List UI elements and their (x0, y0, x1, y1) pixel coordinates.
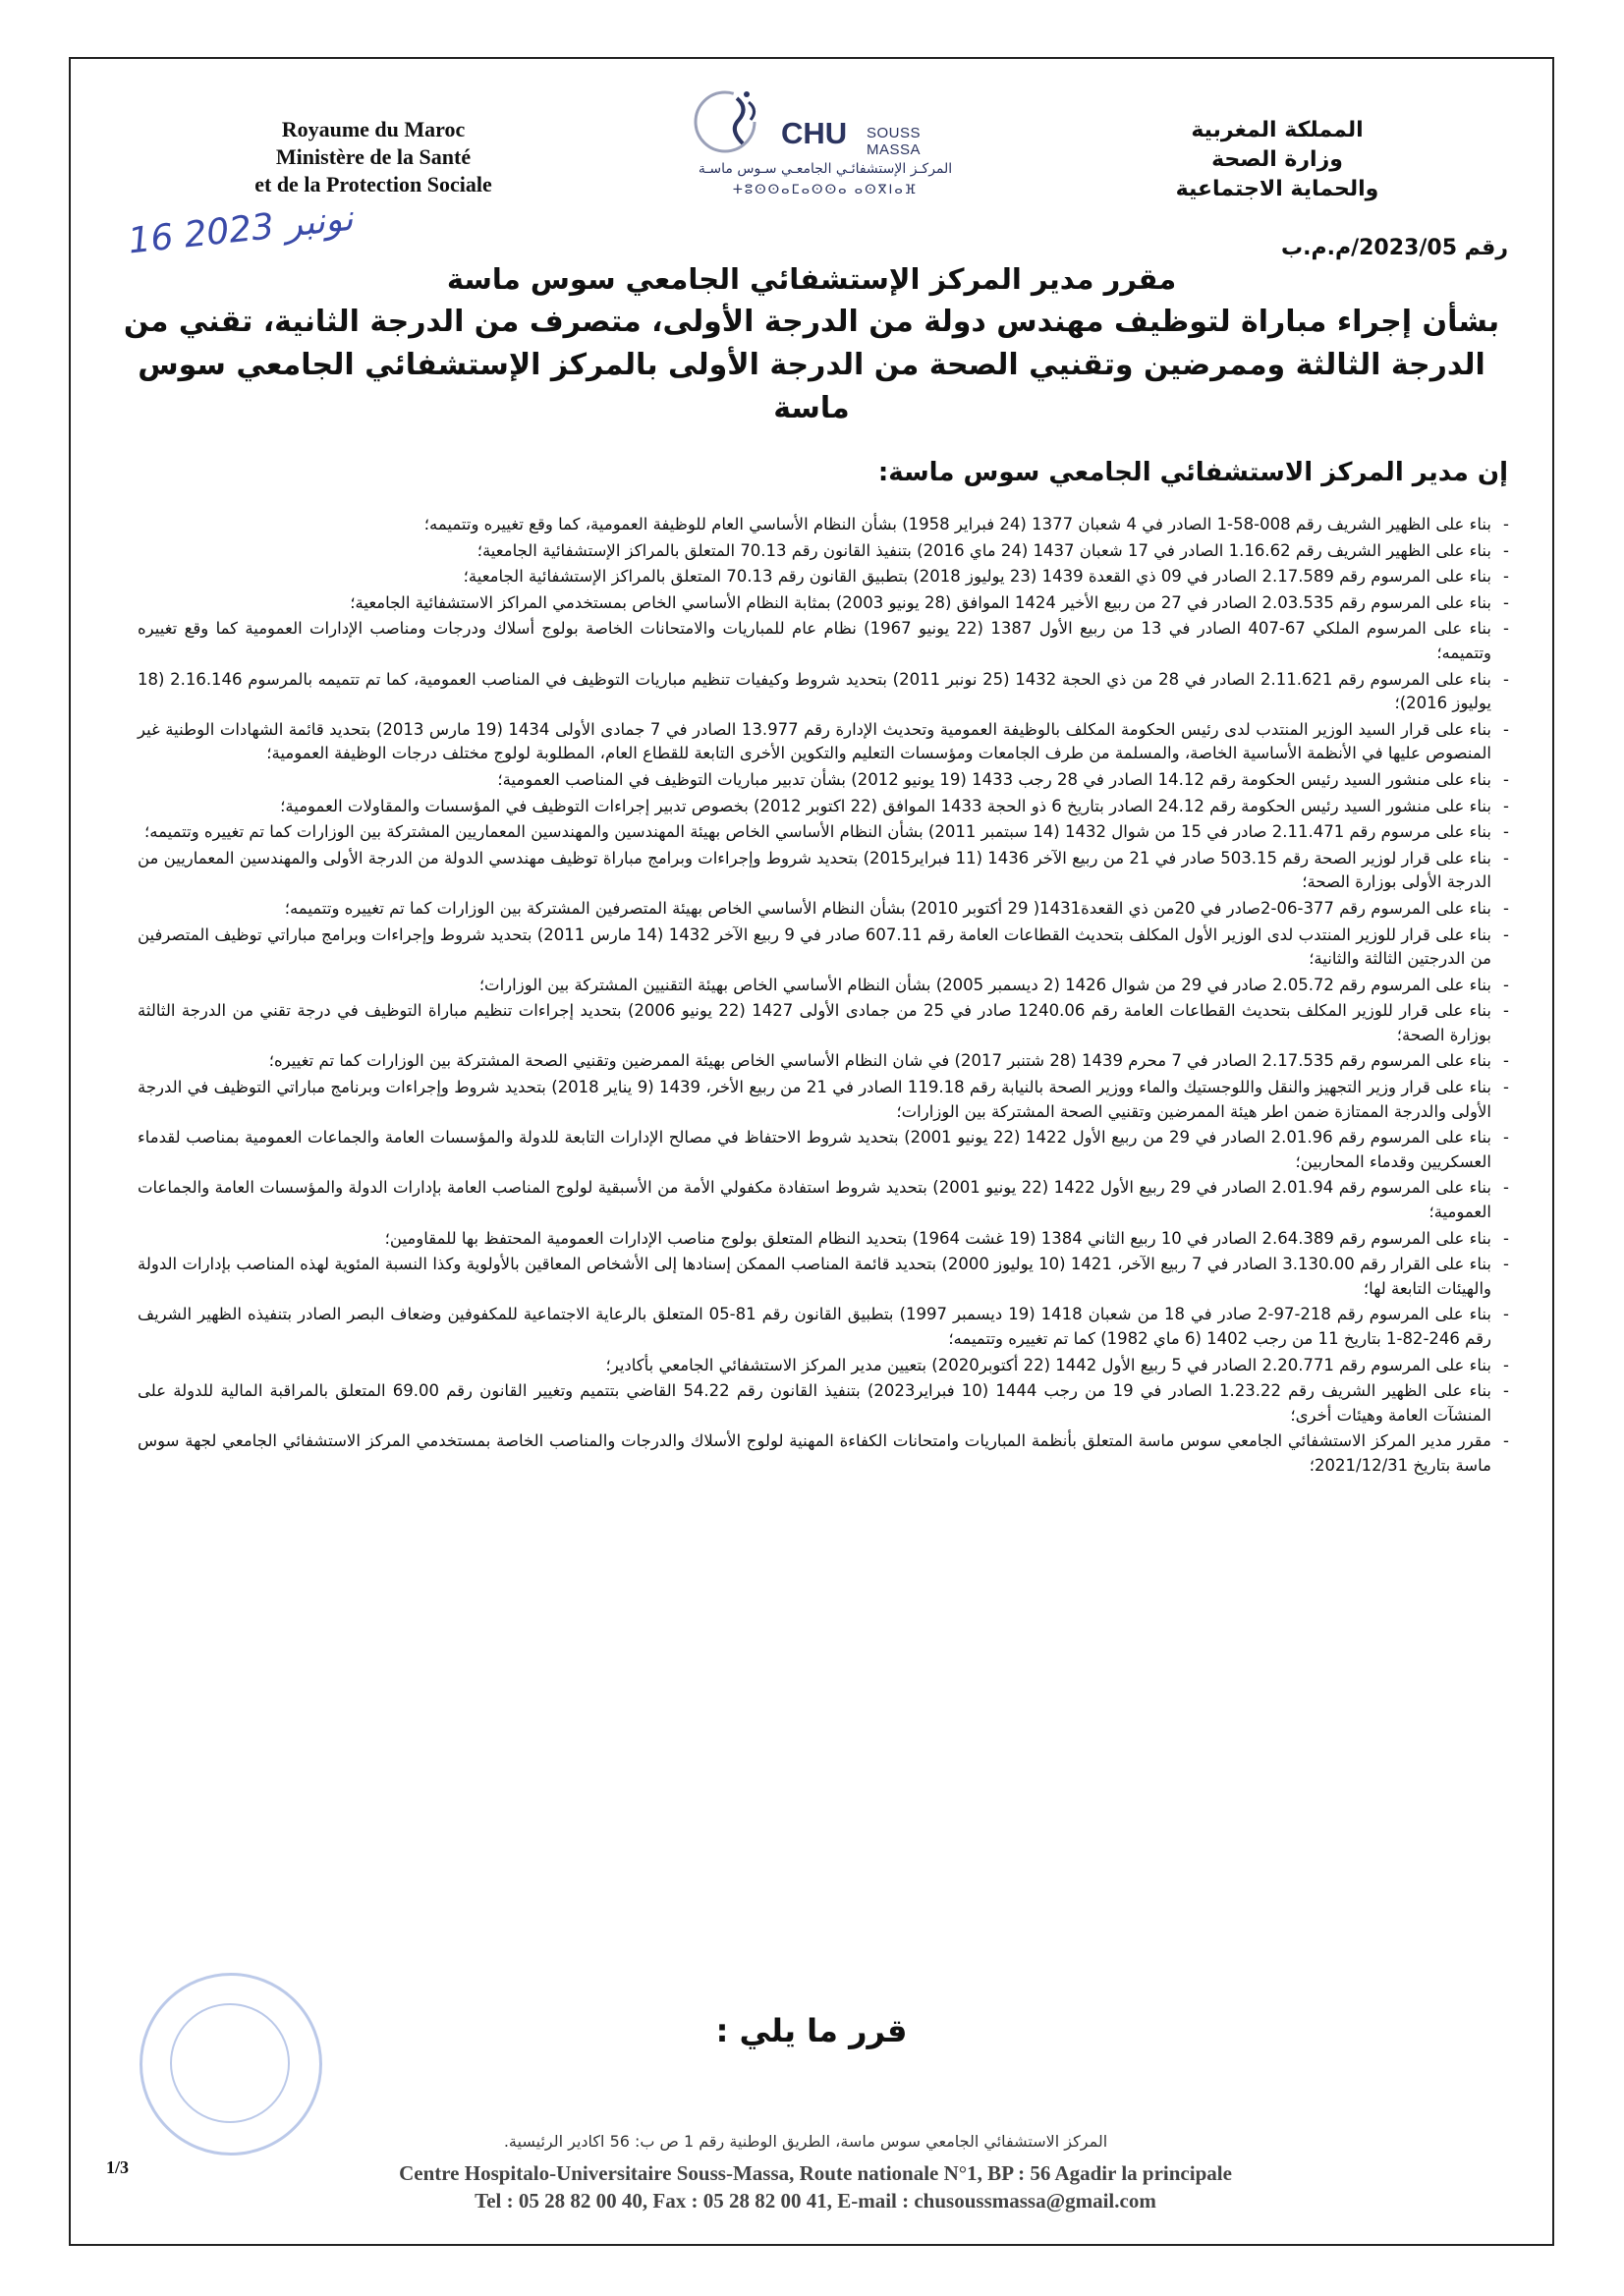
list-item: - بناء على المرسوم رقم 218-97-2 صادر في 18 من شعبان 1418 (19 ديسمبر 1997) بتطبيق القانون رقم 81-05 المتعلق بالرعاية الاجتماعية للمكفوفين وضعاف البصر الصادر بتنفيذه الظهير الشريف رقم 246-82-1 بتاريخ 11 من رجب 1402 (6 ماي 1982) كما تم تغييره وتتميمه؛ (138, 1303, 1513, 1351)
chu-emblem-icon (678, 81, 786, 169)
list-item: - بناء على المرسوم رقم 2.01.96 الصادر في 29 من ربيع الأول 1422 (22 يونيو 2001) بتحديد شروط الاحتفاظ في مصالح الإدارات التابعة للدولة والمؤسسات العامة والجماعات العمومية بمناصب لقدماء العسكريين وقدماء المحاربين؛ (138, 1126, 1513, 1174)
list-item: - بناء على مرسوم رقم 2.11.471 صادر في 15 من شوال 1432 (14 سبتمبر 2011) بشأن النظام الأساسي الخاص بهيئة المهندسين والمهندسين المعماريين المشتركة بين الوزارات كما تم تغييره وتتميمه؛ (138, 820, 1513, 845)
list-item: - بناء على المرسوم الملكي 67-407 الصادر في 13 من ربيع الأول 1387 (22 يونيو 1967) نظام عام للمباريات والامتحانات الخاصة بولوج أسلاك ودرجات ومناصب الإدارات العمومية كما وقع تغييره وتتميمه؛ (138, 617, 1513, 665)
footer-address-french (157, 2159, 1474, 2214)
logo-brand: CHU (781, 116, 848, 150)
list-item: - بناء على الظهير الشريف رقم 1.16.62 الصادر في 17 شعبان 1437 (24 ماي 2016) بتنفيذ القانون رقم 70.13 المتعلق بالمراكز الإستشفائية الجامعية؛ (138, 539, 1513, 564)
header-fr-line: et de la Protection Sociale (254, 172, 492, 196)
page-number: 1/3 (106, 2157, 130, 2177)
chu-logo (678, 81, 973, 198)
list-item: - مقرر مدير المركز الاستشفائي الجامعي سوس ماسة المتعلق بأنظمة المباريات وامتحانات الكفاءة المهنية لولوج الأسلاك والدرجات والمناصب الخاصة بمستخدمي المركز الاستشفائي الجامعي لجهة سوس ماسة بتاريخ 2021/12/31؛ (138, 1429, 1513, 1478)
list-item: - بناء على المرسوم رقم 377-06-2صادر في 20من ذي القعدة1431( 29 أكتوبر 2010) بشأن النظام الأساسي الخاص بهيئة المتصرفين المشتركة بين الوزارات كما تم تغييره وتتميمه؛ (138, 897, 1513, 922)
decision-heading: قرر ما يلي : (715, 2012, 908, 2049)
list-item: - بناء على المرسوم رقم 2.11.621 الصادر في 28 من ذي الحجة 1432 (25 نونبر 2011) بتحديد شروط وكيفيات تنظيم مباريات التوظيف في المناصب العمومية، كما تم تتميمه بالمرسوم 2.16.146 (18 يوليوز 2016)؛ (138, 668, 1513, 716)
official-stamp-icon (140, 1973, 322, 2156)
list-item: - بناء على المرسوم رقم 2.64.389 الصادر في 10 ربيع الثاني 1384 (19 غشت 1964) بتحديد النظام المتعلق بولوج مناصب الإدارات العمومية المحتفظ بها للمقاومين؛ (138, 1227, 1513, 1252)
list-item: - بناء على المرسوم رقم 2.17.535 الصادر في 7 محرم 1439 (28 شتنبر 2017) في شان النظام الأساسي الخاص بهيئة الممرضين وتقنيي الصحة المشتركة بين الوزارات كما تم تغييره؛ (138, 1049, 1513, 1074)
header-french (167, 116, 580, 198)
reference-number: رقم 2023/05/م.م.ب (1281, 236, 1508, 260)
footer-address-line: Centre Hospitalo-Universitaire Souss-Massa, Route nationale N°1, BP : 56 Agadir la principale (399, 2161, 1232, 2185)
list-item: - بناء على قرار للوزير المنتدب لدى الوزير الأول المكلف بتحديث القطاعات العامة رقم 607.11 صادر في 9 ربيع الآخر 1432 (14 مارس 2011) بتحديد شروط وإجراءات وبرامج مباراتي توظيف المتصرفين من الدرجتين الثالثة والثانية؛ (138, 924, 1513, 972)
legal-basis-list (138, 513, 1513, 1481)
list-item: - بناء على منشور السيد رئيس الحكومة رقم 24.12 الصادر بتاريخ 6 ذو الحجة 1433 الموافق (22 اكتوبر 2012) بخصوص تدبير إجراءات التوظيف في المؤسسات والمقاولات العمومية؛ (138, 795, 1513, 819)
list-item: - بناء على المرسوم رقم 2.05.72 صادر في 29 من شوال 1426 (2 ديسمبر 2005) بشأن النظام الأساسي الخاص بهيئة التقنيين المشتركة بين الوزارات؛ (138, 974, 1513, 998)
list-item: - بناء على قرار وزير التجهيز والنقل واللوجستيك والماء ووزير الصحة بالنيابة رقم 119.18 الصادر في 21 من ربيع الأخر، 1439 (9 يناير 2018) بتحديد شروط وإجراءات وبرنامج مباراتي التوظيف في الدرجة الأولى والدرجة الممتازة ضمن اطر هيئة الممرضين وتقنيي الصحة المشتركة بين الوزارات؛ (138, 1076, 1513, 1124)
header-ar-line: والحماية الاجتماعية (1175, 177, 1379, 201)
list-item: - بناء على المرسوم رقم 2.03.535 الصادر في 27 من ربيع الأخير 1424 الموافق (28 يونيو 2003) بمثابة النظام الأساسي الخاص بمستخدمي المراكز الاستشفائية الجامعية؛ (138, 591, 1513, 616)
header-fr-line: Ministère de la Santé (275, 144, 472, 169)
header-arabic (1130, 116, 1425, 204)
list-item: - بناء على منشور السيد رئيس الحكومة رقم 14.12 الصادر في 28 رجب 1433 (19 يونيو 2012) بشأن تدبير مباريات التوظيف في المناصب العمومية؛ (138, 768, 1513, 793)
footer-address-arabic: المركز الاستشفائي الجامعي سوس ماسة، الطريق الوطنية رقم 1 ص ب: 56 اكادير الرئيسية. (503, 2132, 1108, 2151)
handwritten-date: 16 نونبر 2023 (126, 197, 356, 262)
list-item: - بناء على الظهير الشريف رقم 1.23.22 الصادر في 19 من رجب 1444 (10 فبراير2023) بتنفيذ القانون رقم 54.22 القاضي بتتميم وتغيير القانون رقم 69.00 المتعلق بالمراقبة المالية للدولة على المنشآت العامة وهيئات أخرى؛ (138, 1379, 1513, 1428)
header-ar-line: وزارة الصحة (1211, 147, 1343, 172)
title-line: الدرجة الثالثة وممرضين وتقنيي الصحة من الدرجة الأولى بالمركز الإستشفائي الجامعي سوس ماسة (138, 348, 1485, 425)
intro-heading: إن مدير المركز الاستشفائي الجامعي سوس ماسة: (877, 458, 1508, 487)
list-item: - بناء على المرسوم رقم 2.20.771 الصادر في 5 ربيع الأول 1442 (22 أكتوبر2020) بتعيين مدير المركز الاستشفائي الجامعي بأكادير؛ (138, 1354, 1513, 1378)
title-line: مقرر مدير المركز الإستشفائي الجامعي سوس ماسة (446, 262, 1177, 296)
list-item: - بناء على قرار للوزير المكلف بتحديث القطاعات العامة رقم 1240.06 صادر في 25 من جمادى الأولى 1427 (22 يونيو 2006) بتحديد إجراءات تنظيم مباراة التوظيف في درجة تقني من الدرجة الثالثة بوزارة الصحة؛ (138, 999, 1513, 1047)
footer-contact-line: Tel : 05 28 82 00 40, Fax : 05 28 82 00 41, E-mail : chusoussmassa@gmail.com (475, 2189, 1156, 2212)
logo-brand-suffix: SOUSS MASSA (867, 125, 922, 158)
logo-subtitle-tifinagh: ⵜⵓⵙⵙⴰⵎⴰⵙⵙⴰ ⴰⵙⴳⵏⴰⴼ (732, 183, 919, 197)
list-item: - بناء على المرسوم رقم 2.01.94 الصادر في 29 ربيع الأول 1422 (22 يونيو 2001) بتحديد شروط استفادة مكفولي الأمة من الأسبقية لولوج المناصب العامة بإدارات الدولة والمؤسسات العامة والجماعات العمومية؛ (138, 1176, 1513, 1224)
document-title (98, 257, 1525, 430)
header-fr-line: Royaume du Maroc (281, 117, 466, 141)
logo-subtitle-arabic: المركـز الإستشفائـي الجامعـي سـوس ماسـة (698, 161, 953, 177)
title-line: بشأن إجراء مباراة لتوظيف مهندس دولة من الدرجة الأولى، متصرف من الدرجة الثانية، تقني من (123, 305, 1500, 339)
list-item: - بناء على المرسوم رقم 2.17.589 الصادر في 09 ذي القعدة 1439 (23 يوليوز 2018) بتطبيق القانون رقم 70.13 المتعلق بالمراكز الإستشفائية الجامعية؛ (138, 565, 1513, 589)
header-ar-line: المملكة المغربية (1191, 118, 1364, 142)
list-item: - بناء على قرار لوزير الصحة رقم 503.15 صادر في 21 من ربيع الآخر 1436 (11 فبراير2015) بتحديد شروط وإجراءات وبرامج مباراة توظيف مهندسي الدولة من الدرجة الأولى والمهندسين المعماريين من الدرجة الأولى بوزارة الصحة؛ (138, 847, 1513, 895)
list-item: - بناء على قرار السيد الوزير المنتدب لدى رئيس الحكومة المكلف بالوظيفة العمومية وتحديث الإدارة رقم 13.977 الصادر في 7 جمادى الأولى 1434 (19 مارس 2013) بتحديد قائمة الشهادات الوطنية غير المنصوص عليها في الأنظمة الأساسية الخاصة، والمسلمة من طرف الجامعات ومؤسسات التعليم والتكوين الأخرى التابعة للقطاع العام، المطلوبة لولوج مختلف درجات الوظيفة العمومية؛ (138, 718, 1513, 766)
list-item: - بناء على الظهير الشريف رقم 008-58-1 الصادر في 4 شعبان 1377 (24 فبراير 1958) بشأن النظام الأساسي العام للوظيفة العمومية، كما وقع تغييره وتتميمه؛ (138, 513, 1513, 537)
list-item: - بناء على القرار رقم 3.130.00 الصادر في 7 ربيع الآخر، 1421 (10 يوليوز 2000) بتحديد قائمة المناصب الممكن إسنادها إلى الأشخاص المعاقين بالأولوية وكذا النسبة المئوية لهذه المناصب بإدارات الدولة والهيئات التابعة لها؛ (138, 1253, 1513, 1301)
